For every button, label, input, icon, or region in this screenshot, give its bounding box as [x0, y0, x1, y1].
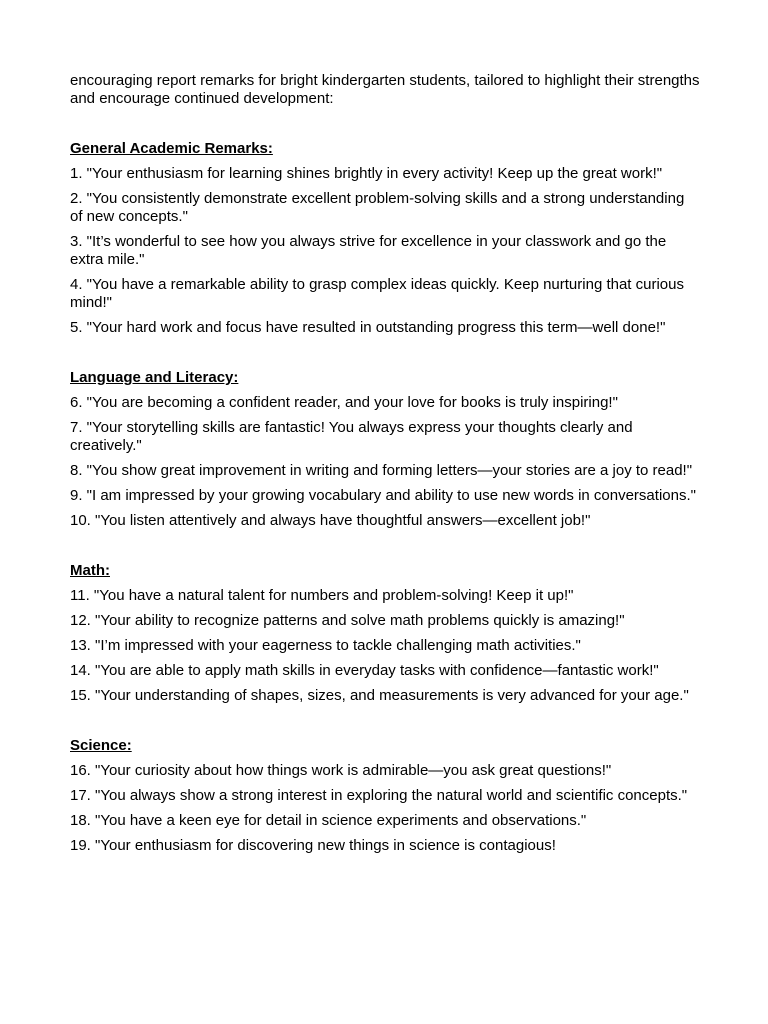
- remark-item: 6. "You are becoming a confident reader, and your love for books is truly inspiring!": [70, 394, 618, 411]
- remark-item: 9. "I am impressed by your growing vocabulary and ability to use new words in conversations.": [70, 487, 696, 504]
- remark-item: 15. "Your understanding of shapes, sizes, and measurements is very advanced for your age.": [70, 687, 689, 704]
- remark-item: 17. "You always show a strong interest in exploring the natural world and scientific concepts.": [70, 787, 688, 804]
- remark-item: 18. "You have a keen eye for detail in science experiments and observations.": [70, 812, 587, 829]
- remark-item: 3. "It’s wonderful to see how you always strive for excellence in your classwork and go the extra mile.": [70, 233, 667, 268]
- remark-item: 2. "You consistently demonstrate excellent problem-solving skills and a strong understanding of new concepts.": [70, 190, 685, 225]
- remark-item: 4. "You have a remarkable ability to grasp complex ideas quickly. Keep nurturing that curious mind!": [70, 276, 684, 311]
- remark-item: 16. "Your curiosity about how things work is admirable—you ask great questions!": [70, 762, 612, 779]
- section-heading: Science:: [70, 737, 132, 754]
- section-heading: General Academic Remarks:: [70, 140, 273, 157]
- section-heading: Language and Literacy:: [70, 369, 239, 386]
- intro-paragraph: encouraging report remarks for bright kindergarten students, tailored to highlight their strengths and encourage continued development:: [70, 72, 700, 107]
- section-science: [70, 737, 700, 855]
- remark-item: 11. "You have a natural talent for numbers and problem-solving! Keep it up!": [70, 587, 574, 604]
- remark-item: 13. "I’m impressed with your eagerness to tackle challenging math activities.": [70, 637, 581, 654]
- section-general-academic: [70, 140, 700, 337]
- section-language-literacy: [70, 369, 700, 530]
- section-heading: Math:: [70, 562, 110, 579]
- remark-item: 10. "You listen attentively and always have thoughtful answers—excellent job!": [70, 512, 591, 529]
- document-page: [70, 72, 700, 855]
- remark-item: 8. "You show great improvement in writing and forming letters—your stories are a joy to read!": [70, 462, 693, 479]
- remark-item: 7. "Your storytelling skills are fantastic! You always express your thoughts clearly and creatively.": [70, 419, 633, 454]
- remark-item: 1. "Your enthusiasm for learning shines brightly in every activity! Keep up the great work!": [70, 165, 663, 182]
- section-math: [70, 562, 700, 705]
- remark-item: 5. "Your hard work and focus have resulted in outstanding progress this term—well done!": [70, 319, 666, 336]
- remark-item: 19. "Your enthusiasm for discovering new things in science is contagious!: [70, 837, 556, 854]
- remark-item: 14. "You are able to apply math skills in everyday tasks with confidence—fantastic work!": [70, 662, 659, 679]
- remark-item: 12. "Your ability to recognize patterns and solve math problems quickly is amazing!": [70, 612, 625, 629]
